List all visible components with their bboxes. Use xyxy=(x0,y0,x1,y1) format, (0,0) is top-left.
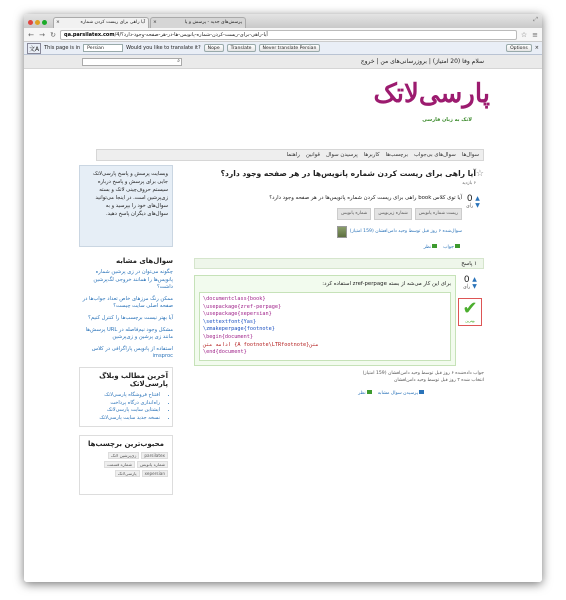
selected-by[interactable]: انتخاب شده ۲ روز قبل توسط وحید دامن‌افشان xyxy=(393,377,484,383)
comment-icon xyxy=(367,390,372,394)
blog-news-item[interactable]: • نسخه جدید سایت پارسی‌لاتک xyxy=(84,415,160,423)
code-line: \end{document} xyxy=(203,349,247,356)
site-info-box: وبسایت پرسش و پاسخ پارسی‌لاتک جایی برای پرسش و پاسخ درباره سیستم حروف‌چینی لاتک و بسته زی‌پرشین است. در اینجا می‌توانید سوال‌های خود را بپرسید و به سوال‌های دیگران پاسخ دهید. xyxy=(79,165,173,247)
translate-question: Would you like to translate it? xyxy=(126,45,201,51)
user-bar xyxy=(24,55,542,69)
menu-users[interactable]: کاربرها xyxy=(363,152,380,158)
close-translate-icon[interactable]: × xyxy=(534,45,539,51)
answered-by[interactable]: جواب داده‌شده ۶ روز قبل توسط وحید دامن‌افشان (159 امتیاز) xyxy=(362,370,484,376)
best-answer-button[interactable] xyxy=(458,298,482,326)
ask-related-icon xyxy=(419,390,424,394)
vote-up-icon[interactable]: ▲ xyxy=(472,275,477,283)
reload-icon[interactable]: ↻ xyxy=(50,30,56,39)
popular-tag[interactable]: پارسی‌لاتک xyxy=(115,470,140,477)
menu-rules[interactable]: قوانین xyxy=(305,152,320,158)
blog-news-list xyxy=(84,392,168,422)
logo-text: پارسی‌لاتک xyxy=(373,79,490,109)
browser-window xyxy=(24,14,542,582)
tag[interactable]: شماره پانویس xyxy=(337,208,371,220)
code-line: \zmakeperpage{footnote} xyxy=(203,326,275,333)
best-answer-label: بهترین xyxy=(465,319,475,323)
tab-bar xyxy=(24,14,542,28)
answer-button[interactable] xyxy=(443,244,460,250)
ask-related-button[interactable] xyxy=(378,390,424,396)
blog-news-title: آخرین مطالب وبلاگ پارسی‌لاتک xyxy=(99,371,168,388)
question-actions xyxy=(194,244,484,250)
forward-icon[interactable]: → xyxy=(39,30,45,39)
menu-icon[interactable]: ≡ xyxy=(532,30,538,39)
answer-block xyxy=(194,275,484,366)
search-input[interactable] xyxy=(82,58,182,66)
menu-ask[interactable]: پرسیدن سوال xyxy=(325,152,358,158)
translate-prefix: This page is in xyxy=(44,45,81,51)
close-tab-icon[interactable]: × xyxy=(153,20,157,25)
sidebar xyxy=(79,165,173,495)
popular-tag[interactable]: parsilatex xyxy=(141,452,168,459)
vote-count: 0 xyxy=(463,275,470,285)
similar-question-link[interactable]: استفاده از پانویس پاراگرافی در کلاس imsproc xyxy=(91,345,173,360)
url-domain: qa.parsilatex.com xyxy=(64,31,115,38)
never-translate-button[interactable]: Never translate Persian xyxy=(259,44,321,52)
menu-unanswered[interactable]: سوال‌های بی‌جواب xyxy=(413,152,456,158)
answer-content xyxy=(194,275,456,366)
answer-link: جواب xyxy=(443,245,454,250)
question-author xyxy=(194,226,462,238)
answer-vote xyxy=(456,275,484,366)
tab-question[interactable] xyxy=(53,17,149,28)
code-line: \settextfont{Yas} xyxy=(203,318,257,325)
vote-label: رأی xyxy=(466,204,474,209)
tag-cloud xyxy=(84,452,168,477)
comment-icon xyxy=(432,244,437,248)
popular-tag[interactable]: شماره قسمت xyxy=(104,461,135,468)
fullscreen-icon[interactable]: ⤢ xyxy=(533,16,538,23)
code-line: \begin{document} xyxy=(203,333,253,340)
question-body xyxy=(194,194,462,238)
question-vote xyxy=(462,194,484,238)
answer-intro: برای این کار می‌شه از بسته zref-perpage استفاده کرد: xyxy=(322,281,451,287)
similar-question-link[interactable]: چگونه می‌توان در زی پرشین شماره پانویس‌ها را همانند خروجی لگ‌پرشین داشت؟ xyxy=(93,269,173,291)
question-block xyxy=(194,194,484,238)
answers-header: ۱ پاسخ xyxy=(194,258,484,269)
blog-news-item[interactable]: • افتتاح فروشگاه پارسی‌لاتک xyxy=(84,392,160,400)
vote-up-icon[interactable]: ▲ xyxy=(475,194,480,202)
favorite-star-icon[interactable]: ☆ xyxy=(475,169,484,179)
bookmark-star-icon[interactable]: ☆ xyxy=(520,30,528,39)
minimize-window-icon[interactable] xyxy=(35,20,40,25)
logo-subtitle: لاتک به زبان فارسی xyxy=(422,117,472,123)
tab-title: آیا راهی برای ریست کردن شماره xyxy=(80,20,145,25)
translate-bar xyxy=(24,42,542,55)
popular-tags-title: محبوب‌ترین برچسب‌ها xyxy=(87,440,165,449)
tab-new-questions[interactable] xyxy=(150,17,246,28)
question-views: ۶ بازدید xyxy=(462,181,476,186)
tab-title: پرسش‌های جدید - پرسش و پا xyxy=(184,20,242,25)
nope-button[interactable]: Nope xyxy=(204,44,224,52)
translate-button[interactable]: Translate xyxy=(227,44,256,52)
question-text: آیا توی کلاس book راهی برای ریست کردن شماره پانویس‌ها در هر صفحه وجود دارد؟ xyxy=(269,195,462,201)
popular-tag[interactable]: xepersian xyxy=(142,470,168,477)
navigation-bar xyxy=(24,28,542,42)
vote-down-icon[interactable]: ▼ xyxy=(472,282,477,290)
avatar[interactable] xyxy=(337,226,347,238)
answer-meta xyxy=(194,366,484,384)
asked-by[interactable]: سوال‌شده ۶ روز قبل توسط وحید دامن‌افشان (159 امتیاز) xyxy=(349,229,462,234)
blog-news-item[interactable]: • راه‌اندازی درگاه پرداخت xyxy=(84,400,160,408)
question-tags xyxy=(194,208,462,220)
user-links[interactable]: سلام وفا (20 امتیاز) | بروزرسانی‌های من | خروج xyxy=(360,58,484,65)
menu-tags[interactable]: برچسب‌ها xyxy=(385,152,408,158)
main-menu xyxy=(96,149,484,161)
popular-tags-box xyxy=(79,435,173,495)
comment-link: نظر xyxy=(358,390,366,396)
similar-questions-title: سوال‌های مشابه xyxy=(115,257,173,265)
close-window-icon[interactable] xyxy=(28,20,33,25)
code-line: \usepackage{xepersian} xyxy=(203,311,272,318)
menu-help[interactable]: راهنما xyxy=(286,152,300,158)
code-block xyxy=(199,292,451,361)
vote-label: رأی xyxy=(463,285,471,290)
code-line: متن{A footnote\LTRfootnote} ادامه متن xyxy=(203,341,319,348)
translate-icon: 文A xyxy=(27,43,41,54)
options-button[interactable]: Options xyxy=(506,44,532,52)
popular-tag[interactable]: شماره پانویس xyxy=(137,461,168,468)
similar-question-link[interactable]: آیا بهتر نیست برچسب‌ها را کنترل کنیم؟ xyxy=(88,314,173,321)
close-tab-icon[interactable]: × xyxy=(56,20,60,25)
menu-questions[interactable]: سوال‌ها xyxy=(461,152,479,158)
similar-question-link[interactable]: مشکل وجود نیم‌فاصله در URL پرسش‌ها مانند زی پرشین و زی‌پرشین xyxy=(85,326,173,341)
page-content xyxy=(24,55,542,582)
tag[interactable]: ریست شماره پانویس xyxy=(415,208,462,220)
code-line: \documentclass{book} xyxy=(203,296,266,302)
checkmark-icon: ✔ xyxy=(462,298,478,319)
vote-down-icon[interactable]: ▼ xyxy=(475,201,480,209)
popular-tag[interactable]: زی‌پرشین لاتک xyxy=(108,452,139,459)
back-icon[interactable]: ← xyxy=(28,30,34,39)
answer-icon xyxy=(455,244,460,248)
blog-news-item[interactable]: • ایشتاین سایت پارسی‌لاتک xyxy=(84,407,160,415)
code-line: \usepackage{zref-perpage} xyxy=(203,303,282,310)
tag[interactable]: شماره زیرنویس xyxy=(374,208,411,220)
url-path: /4/آیا-راهی-برای-ریست-کردن-شماره-پانویس-ها-در-هر-صفحه-وجود-دارد؟ xyxy=(114,31,268,38)
search-icon[interactable]: ⌕ xyxy=(177,57,180,64)
language-select[interactable]: Persian xyxy=(83,44,123,52)
window-controls xyxy=(28,20,47,25)
similar-question-link[interactable]: ممکن رنگ مرزهای خاص تعداد جواب‌ها در صفحه اصلی سایت چیست؟ xyxy=(82,295,173,310)
blog-news-box xyxy=(79,367,173,427)
zoom-window-icon[interactable] xyxy=(42,20,47,25)
address-bar[interactable] xyxy=(60,30,517,40)
question-title: آیا راهی برای ریست کردن شماره پانویس‌ها در هر صفحه وجود دارد؟ xyxy=(220,169,476,178)
site-logo[interactable] xyxy=(24,69,542,139)
answer-comment-button[interactable] xyxy=(358,390,372,396)
comment-button[interactable] xyxy=(424,244,438,250)
main-column xyxy=(194,165,484,396)
comment-link: نظر xyxy=(423,245,432,250)
vote-count: 0 xyxy=(466,194,473,204)
ask-related-link: پرسیدن سوال مشابه xyxy=(377,390,418,396)
answer-actions xyxy=(194,390,484,396)
